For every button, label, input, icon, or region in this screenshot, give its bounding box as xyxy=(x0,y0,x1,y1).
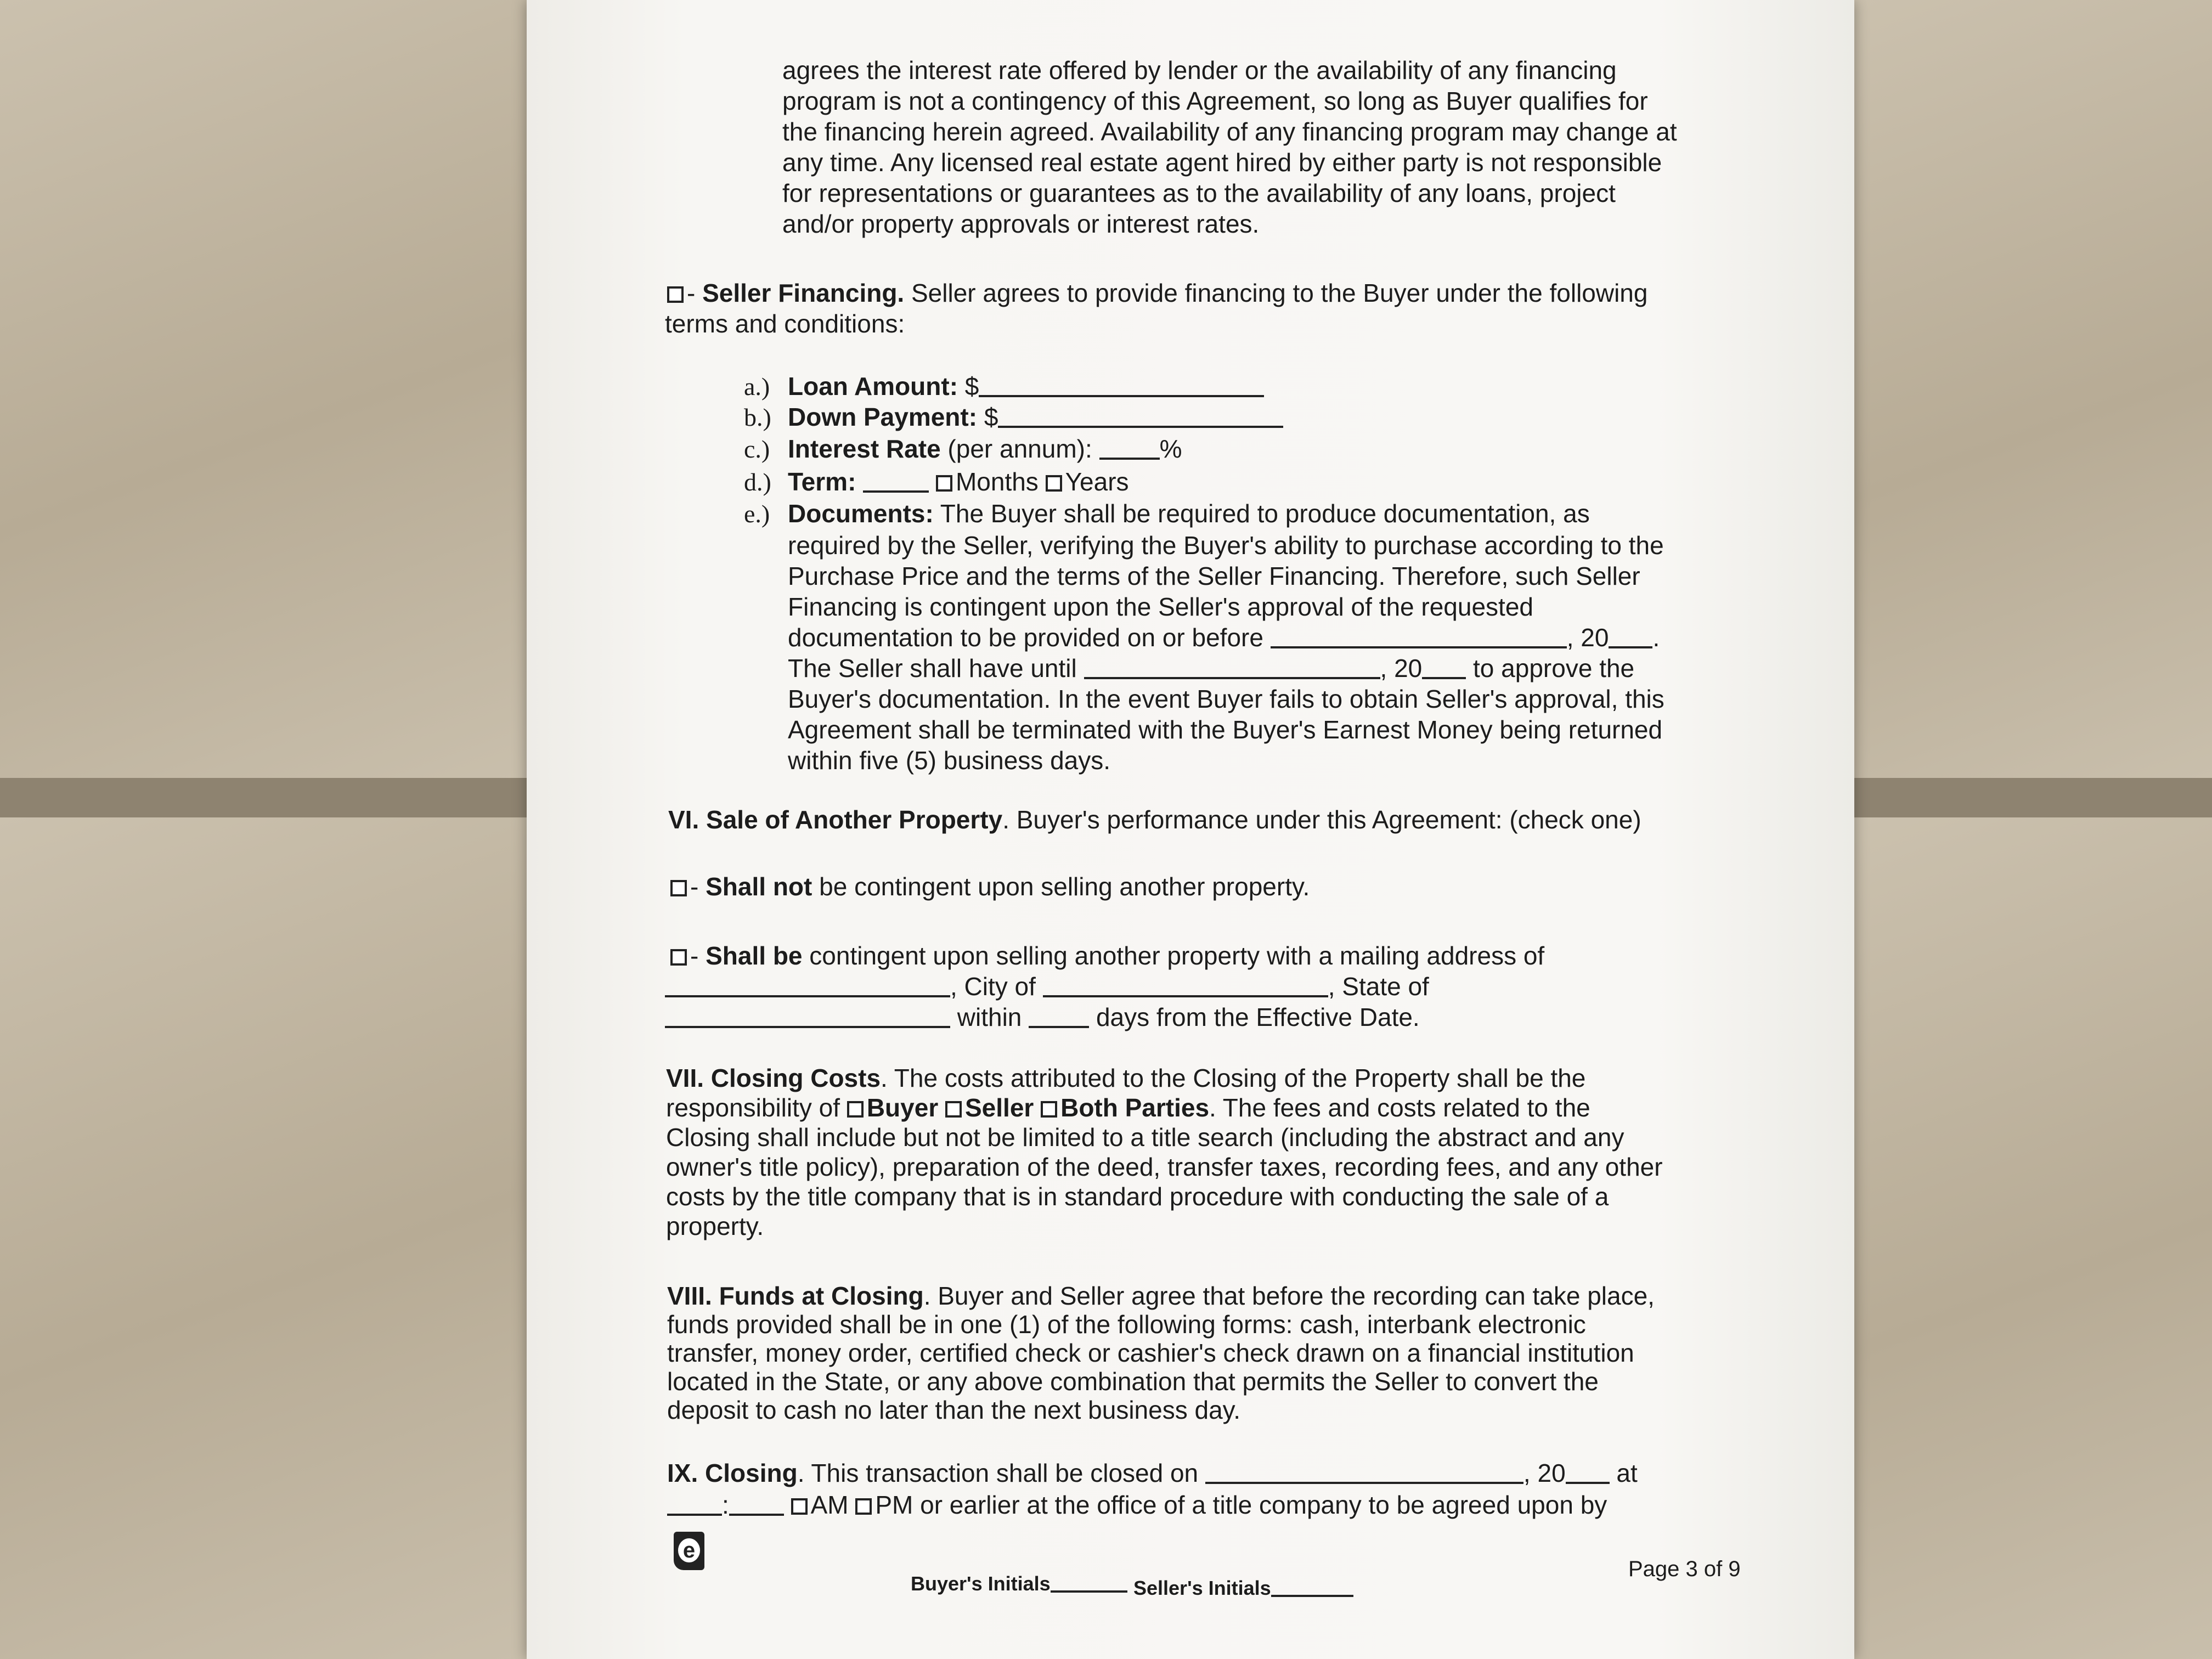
text-span: $ xyxy=(958,372,979,400)
text-span: , 20 xyxy=(1566,623,1609,652)
text-span: . This transaction shall be closed on xyxy=(797,1459,1205,1487)
text-line: program is not a contingency of this Agreement, so long as Buyer qualifies for xyxy=(782,87,1648,115)
text-span: . The costs attributed to the Closing of the Property shall be the xyxy=(881,1064,1586,1092)
checkbox-years[interactable] xyxy=(1046,475,1062,492)
floor-tile xyxy=(0,817,527,1659)
seller-financing-heading: - Seller Financing. Seller agrees to provide financing to the Buyer under the following xyxy=(667,278,1647,308)
checkbox-shall-not[interactable] xyxy=(670,880,687,896)
list-item-documents xyxy=(744,498,1590,529)
text-line: deposit to cash no later than the next business day. xyxy=(667,1396,1241,1424)
item-label: d.) xyxy=(744,468,771,496)
section-vii-paragraph xyxy=(666,1063,1663,1241)
checkbox-seller[interactable] xyxy=(945,1101,962,1118)
intro-paragraph xyxy=(782,55,1677,239)
item-title: Term: xyxy=(788,467,856,496)
text-line xyxy=(666,1063,1663,1093)
state-days-line xyxy=(665,1002,1420,1032)
seller-initials xyxy=(1133,1577,1353,1600)
text-line: and/or property approvals or interest rates. xyxy=(782,210,1260,238)
logo-icon xyxy=(674,1532,704,1570)
text-span: , State of xyxy=(1328,972,1429,1001)
option-bold: Shall not xyxy=(706,872,812,901)
item-label: e.) xyxy=(744,500,770,528)
text-span: documentation to be provided on or before xyxy=(788,623,1271,652)
city-field[interactable] xyxy=(1043,973,1328,997)
percent-sign: % xyxy=(1159,435,1182,463)
text-line: Buyer's documentation. In the event Buyer fails to obtain Seller's approval, this xyxy=(788,685,1664,713)
logo-letter: e xyxy=(678,1538,700,1562)
text-line xyxy=(667,1457,1638,1489)
item-title: Documents: xyxy=(788,499,934,528)
text-line: any time. Any licensed real estate agent hired by either party is not responsible xyxy=(782,148,1662,177)
both-parties-label: Both Parties xyxy=(1060,1093,1210,1122)
documentation-year-field[interactable] xyxy=(1609,624,1652,648)
text-line: agrees the interest rate offered by lender or the availability of any financing xyxy=(782,56,1617,84)
am-label: AM xyxy=(810,1491,849,1519)
text-span: contingent upon selling another property with a mailing address of xyxy=(802,941,1545,970)
closing-minute-field[interactable] xyxy=(729,1492,784,1516)
buyer-initials xyxy=(911,1572,1127,1595)
documentation-date-field[interactable] xyxy=(1271,624,1567,648)
item-title: Down Payment: xyxy=(788,403,978,431)
list-item-interest-rate xyxy=(744,433,1182,465)
text-line: costs by the title company that is in standard procedure with conducting the sale of a xyxy=(666,1182,1609,1211)
item-title: Interest Rate xyxy=(788,435,941,463)
checkbox-pm[interactable] xyxy=(855,1498,872,1515)
loan-amount-field[interactable] xyxy=(979,373,1264,397)
months-label: Months xyxy=(955,467,1039,496)
years-label: Years xyxy=(1065,467,1129,496)
text-line: within five (5) business days. xyxy=(788,746,1111,775)
text-line: required by the Seller, verifying the Buyer's ability to purchase according to the xyxy=(788,531,1664,560)
item-label: b.) xyxy=(744,403,771,431)
text-span: at xyxy=(1609,1459,1638,1487)
text-span: (per annum): xyxy=(940,435,1099,463)
section-viii-paragraph xyxy=(667,1282,1655,1424)
option-bold: Shall be xyxy=(706,941,803,970)
text-line: terms and conditions: xyxy=(665,309,905,338)
closing-year-field[interactable] xyxy=(1566,1460,1610,1484)
down-payment-field[interactable] xyxy=(998,404,1283,428)
closing-date-field[interactable] xyxy=(1205,1460,1523,1484)
interest-rate-field[interactable] xyxy=(1099,436,1160,460)
item-label: a.) xyxy=(744,373,770,400)
item-label: c.) xyxy=(744,435,770,463)
page-number: Page 3 of 9 xyxy=(1628,1557,1741,1581)
text-line: for representations or guarantees as to the availability of any loans, project xyxy=(782,179,1616,207)
checkbox-am[interactable] xyxy=(791,1498,808,1515)
seller-initials-label: Seller's Initials xyxy=(1133,1577,1271,1599)
section-title: VII. Closing Costs xyxy=(666,1064,881,1092)
buyer-label: Buyer xyxy=(866,1093,939,1122)
text-span: , 20 xyxy=(1523,1459,1566,1487)
text-line: Closing shall include but not be limited to a title search (including the abstract and any xyxy=(666,1123,1624,1152)
section-ix-paragraph xyxy=(667,1457,1638,1521)
section-title: Seller Financing. xyxy=(702,279,905,307)
checkbox-months[interactable] xyxy=(936,475,952,492)
list-item-down-payment xyxy=(744,402,1283,433)
text-line: owner's title policy), preparation of the deed, transfer taxes, recording fees, and any other xyxy=(666,1153,1663,1181)
text-line: property. xyxy=(666,1212,764,1240)
section-title: VIII. Funds at Closing xyxy=(667,1282,924,1310)
term-field[interactable] xyxy=(863,469,929,493)
list-item-loan-amount xyxy=(744,371,1264,402)
text-line: funds provided shall be in one (1) of the following forms: cash, interbank electronic xyxy=(667,1310,1586,1339)
mailing-address-field[interactable] xyxy=(665,973,950,997)
checkbox-seller-financing[interactable] xyxy=(667,286,684,303)
section-title: VI. Sale of Another Property xyxy=(668,805,1003,834)
text-line xyxy=(666,1093,1663,1122)
text-span: Seller agrees to provide financing to the Buyer under the following xyxy=(904,279,1648,307)
text-line xyxy=(667,1489,1638,1521)
checkbox-buyer[interactable] xyxy=(847,1101,864,1118)
text-span: . Buyer and Seller agree that before the recording can take place, xyxy=(923,1282,1655,1310)
text-span: . Buyer's performance under this Agreement: (check one) xyxy=(1002,805,1641,834)
list-item-term xyxy=(744,466,1129,498)
text-line: the financing herein agreed. Availability of any financing program may change at xyxy=(782,117,1677,146)
text-span: be contingent upon selling another property. xyxy=(812,872,1310,901)
text-line: transfer, money order, certified check or cashier's check drawn on a financial institution xyxy=(667,1339,1634,1367)
text-line: Purchase Price and the terms of the Seller Financing. Therefore, such Seller xyxy=(788,562,1640,590)
approval-year-field[interactable] xyxy=(1422,655,1466,679)
text-line xyxy=(788,653,1664,684)
checkbox-both-parties[interactable] xyxy=(1041,1101,1057,1118)
floor-tile xyxy=(1854,0,2212,778)
text-span: The Buyer shall be required to produce documentation, as xyxy=(933,499,1590,528)
text-span: $ xyxy=(977,403,998,431)
checkbox-shall-be[interactable] xyxy=(670,949,687,966)
buyer-initials-label: Buyer's Initials xyxy=(911,1572,1051,1595)
text-line xyxy=(667,1282,1655,1310)
text-span: to approve the xyxy=(1466,654,1635,682)
closing-hour-field[interactable] xyxy=(667,1492,722,1516)
seller-initials-field[interactable] xyxy=(1271,1577,1353,1597)
text-span: or earlier at the office of a title company to be agreed upon by xyxy=(913,1491,1607,1519)
text-span: : xyxy=(722,1491,729,1519)
state-field[interactable] xyxy=(665,1004,950,1028)
section-title: IX. Closing xyxy=(667,1459,798,1487)
text-line: located in the State, or any above combination that permits the Seller to convert the xyxy=(667,1367,1599,1396)
text-span: . The fees and costs related to the xyxy=(1209,1093,1590,1122)
text-span: days from the Effective Date. xyxy=(1089,1003,1420,1031)
document-page xyxy=(527,0,1854,1659)
pm-label: PM xyxy=(875,1491,913,1519)
option-shall-be: - Shall be contingent upon selling another property with a mailing address of xyxy=(670,940,1544,971)
text-line: Financing is contingent upon the Seller's approval of the requested xyxy=(788,592,1533,621)
approval-date-field[interactable] xyxy=(1084,655,1380,679)
text-line: Agreement shall be terminated with the Buyer's Earnest Money being returned xyxy=(788,715,1663,744)
text-span: , 20 xyxy=(1380,654,1423,682)
seller-label: Seller xyxy=(965,1093,1034,1122)
text-line: documentation to be provided on or before , 20 . xyxy=(788,623,1660,652)
section-vi-heading xyxy=(668,804,1641,835)
days-field[interactable] xyxy=(1029,1004,1089,1028)
documents-paragraph xyxy=(788,530,1664,776)
buyer-initials-field[interactable] xyxy=(1051,1573,1127,1593)
floor-tile xyxy=(1854,817,2212,1659)
floor-tile xyxy=(0,0,527,778)
text-span: , City of xyxy=(950,972,1043,1001)
address-line xyxy=(665,971,1429,1002)
text-span: The Seller shall have until xyxy=(788,654,1084,682)
text-span: responsibility of xyxy=(666,1093,847,1122)
option-shall-not: - Shall not be contingent upon selling another property. xyxy=(670,871,1310,902)
item-title: Loan Amount: xyxy=(788,372,958,400)
text-span: within xyxy=(950,1003,1029,1031)
